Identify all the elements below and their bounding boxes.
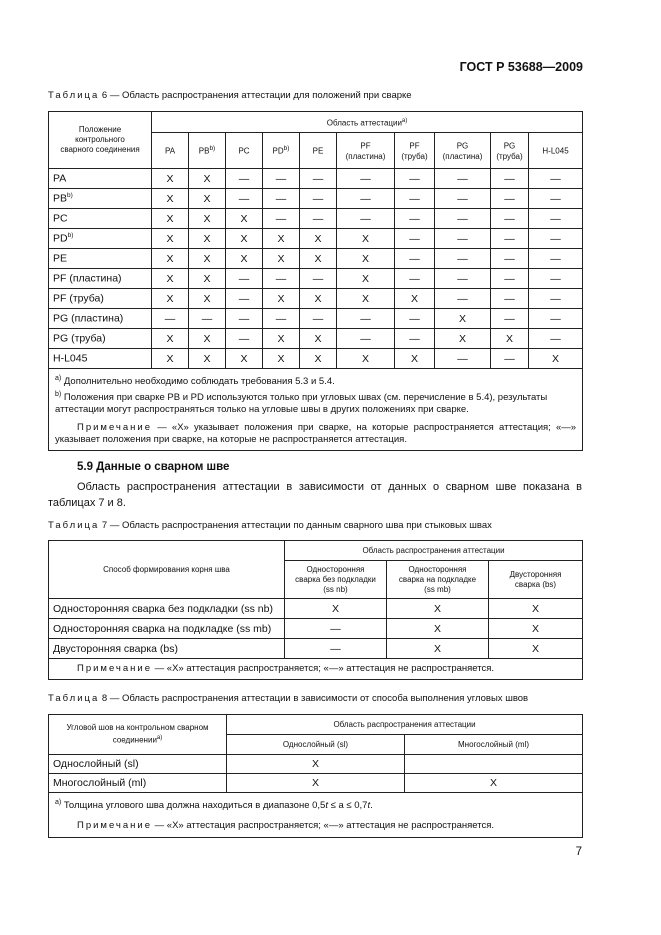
column-code: H-L045	[542, 146, 569, 156]
table8-footnote: $^{a)}$ Толщина углового шва должна находиться в диапазоне 0,5t ≤ a ≤ 0,7t.	[55, 799, 373, 812]
column-code: PE	[312, 146, 324, 156]
table6-footnote-a: $^{a)}$ Дополнительно необходимо соблюдать требования 5.3 и 5.4.	[55, 375, 335, 388]
table6-cell: —	[337, 209, 395, 229]
table6-column-header-line2: (пластина)	[345, 151, 386, 161]
table6-cell: X	[189, 349, 226, 369]
table6-cell: X	[300, 249, 337, 269]
table7-cell: X	[489, 619, 583, 639]
table6-column-header	[152, 133, 189, 169]
table6-cell: X	[152, 249, 189, 269]
table6-cell: X	[337, 349, 395, 369]
superscript: b)	[67, 192, 73, 200]
table6-row-label	[49, 269, 152, 289]
table6-cell: X	[152, 169, 189, 189]
table6-column-header	[263, 133, 300, 169]
table6-cell: —	[337, 189, 395, 209]
table6-row-label	[49, 169, 152, 189]
table-row	[49, 229, 583, 249]
table6-cell: X	[337, 249, 395, 269]
table6-cell: X	[189, 189, 226, 209]
table6-column-header	[189, 133, 226, 169]
table8-caption-label: Таблица	[48, 693, 100, 704]
table7-cell: —	[285, 619, 387, 639]
table6-column-header-line1	[395, 139, 434, 152]
table8-cell: X	[227, 774, 405, 793]
table6-cell: —	[529, 229, 583, 249]
table6-cell: X	[435, 309, 491, 329]
table6-cell: X	[226, 249, 263, 269]
table6-cell: —	[395, 309, 435, 329]
table6-cell: —	[491, 269, 529, 289]
table6-cell: X	[152, 189, 189, 209]
table8-group-header: Область распространения аттестации	[227, 715, 583, 735]
table6-cell: X	[263, 329, 300, 349]
table7	[48, 540, 583, 680]
table6-cell: X	[300, 289, 337, 309]
table6-row-label	[49, 229, 152, 249]
table6-cell: X	[395, 289, 435, 309]
table6-cell: —	[226, 289, 263, 309]
table6-cell: X	[529, 349, 583, 369]
table6-cell: —	[152, 309, 189, 329]
table7-column-header	[489, 561, 583, 599]
table-row	[49, 329, 583, 349]
table6-cell: —	[337, 309, 395, 329]
row-label-text: PE	[53, 252, 68, 265]
table-row	[49, 599, 583, 619]
table7-caption-text: 7 — Область распространения аттестации по данным сварного шва при стыковых швах	[101, 520, 492, 531]
table6-cell: —	[435, 229, 491, 249]
table6-cell: X	[263, 249, 300, 269]
table-row	[49, 639, 583, 659]
table6-cell: —	[395, 209, 435, 229]
table6-cell: —	[263, 189, 300, 209]
table7-column-header-line: сварка без подкладки	[295, 574, 376, 584]
table6-cell: X	[189, 229, 226, 249]
table-row	[49, 349, 583, 369]
table6-column-header-line1	[435, 139, 490, 152]
table6-cell: —	[435, 289, 491, 309]
table6-cell: —	[435, 249, 491, 269]
table6-cell: —	[263, 169, 300, 189]
superscript: b)	[283, 145, 290, 153]
table8-column-header: Однослойный (sl)	[227, 735, 405, 755]
row-label-text: PG (труба)	[53, 332, 106, 345]
table6-cell: X	[152, 229, 189, 249]
table7-row-label: Односторонняя сварка без подкладки (ss nb)	[49, 599, 285, 619]
table7-group-header: Область распространения аттестации	[285, 541, 583, 561]
document-standard-number: ГОСТ Р 53688—2009	[459, 60, 583, 74]
table6-cell: X	[226, 209, 263, 229]
table7-cell: X	[387, 599, 489, 619]
table6-cell: —	[395, 269, 435, 289]
row-label-text: PC	[53, 212, 68, 225]
table6-cell: —	[300, 169, 337, 189]
table6-column-header-line2: (труба)	[401, 151, 428, 161]
table6-column-header	[491, 133, 529, 169]
column-code: PF	[409, 141, 420, 151]
table6-cell: —	[491, 309, 529, 329]
table6-column-header-line1	[226, 144, 262, 157]
table7-column-header-line: сварка на подкладке	[398, 574, 477, 584]
table8-body	[49, 755, 583, 793]
table8-caption	[48, 693, 528, 704]
table6-cell: —	[300, 189, 337, 209]
table6-row-label	[49, 289, 152, 309]
table6-cell: X	[152, 329, 189, 349]
table7-column-header-line: сварка (bs)	[514, 579, 557, 589]
table6-cell: —	[226, 169, 263, 189]
table6-cell: X	[337, 289, 395, 309]
table7-column-header-line: (ss mb)	[424, 584, 451, 594]
page-number: 7	[575, 846, 582, 858]
column-code: PB	[198, 146, 210, 156]
table8-row-header: Угловой шов на контрольном сварном соединении$^{a)}$	[49, 715, 227, 755]
table6-group-header: Область аттестации$^{a)}$	[152, 112, 583, 133]
table6-cell: —	[529, 249, 583, 269]
table6-column-header	[226, 133, 263, 169]
table6-cell: X	[189, 169, 226, 189]
table6-row-label	[49, 249, 152, 269]
table8-row-label: Многослойный (ml)	[49, 774, 227, 793]
table6-cell: —	[226, 329, 263, 349]
table6-column-header-line1	[189, 144, 225, 157]
table-row	[49, 169, 583, 189]
table8-caption-text: 8 — Область распространения аттестации в зависимости от способа выполнения угловых швов	[101, 693, 529, 704]
row-label-text: PF (пластина)	[53, 272, 122, 285]
table6-cell: X	[152, 269, 189, 289]
table7-cell: X	[387, 639, 489, 659]
table7-cell: X	[489, 639, 583, 659]
table7-caption	[48, 520, 492, 531]
table6-cell: —	[189, 309, 226, 329]
table6-column-header-line1	[263, 144, 299, 157]
table6-cell: X	[263, 289, 300, 309]
table6-column-header-line1	[152, 144, 188, 157]
table6-cell: —	[337, 329, 395, 349]
table6-cell: —	[395, 229, 435, 249]
table6-cell: X	[189, 249, 226, 269]
table6-cell: —	[263, 309, 300, 329]
table6-cell: X	[491, 329, 529, 349]
table6-note: Примечание — «X» указывает положения при сварке, на которые распространяется аттестация; «—» указывает положения при сварке, на которые не распространяется аттестация.	[55, 421, 577, 446]
section-paragraph: Область распространения аттестации в зависимости от данных о сварном шве показана в таблицах 7 и 8.	[48, 481, 582, 509]
table7-row-label: Односторонняя сварка на подкладке (ss mb)	[49, 619, 285, 639]
table6-caption-text: 6 — Область распространения аттестации для положений при сварке	[101, 90, 412, 101]
table6-cell: —	[491, 169, 529, 189]
table8-cell: X	[405, 774, 583, 793]
table6-caption	[48, 90, 412, 101]
table7-row-label: Двусторонняя сварка (bs)	[49, 639, 285, 659]
table6-cell: X	[189, 269, 226, 289]
table6-column-header	[529, 133, 583, 169]
table7-caption-label: Таблица	[48, 520, 100, 531]
table6-cell: X	[189, 329, 226, 349]
table6-cell: —	[435, 169, 491, 189]
table6-cell: X	[435, 329, 491, 349]
table6-cell: X	[189, 209, 226, 229]
row-label-text: PG (пластина)	[53, 312, 124, 325]
table8-note: Примечание — «X» аттестация распространяется; «—» аттестация не распространяется.	[77, 819, 495, 831]
table6-cell: —	[491, 229, 529, 249]
table6-cell: —	[491, 209, 529, 229]
table6-cell: —	[395, 189, 435, 209]
table6-cell: —	[300, 209, 337, 229]
table6-footnote-b: $^{b)}$ Положения при сварке PB и PD используются только при угловых швах (см. перечисление в 5.4), результаты аттестации могут распространяться только на угловые швы в других положениях при сварке.	[55, 390, 548, 416]
table6-cell: —	[435, 209, 491, 229]
table6-cell: —	[491, 349, 529, 369]
table6-cell: —	[226, 269, 263, 289]
table7-note: Примечание — «X» аттестация распространяется; «—» аттестация не распространяется.	[49, 659, 583, 680]
table-row	[49, 309, 583, 329]
table6-cell: —	[491, 249, 529, 269]
table6-body	[49, 169, 583, 369]
column-code: PA	[164, 146, 176, 156]
table6-cell: —	[529, 289, 583, 309]
table6-row-header: Положение контрольного сварного соединения	[49, 112, 152, 169]
table8-row-label: Однослойный (sl)	[49, 755, 227, 774]
table6-row-label	[49, 189, 152, 209]
column-code: PG	[456, 141, 469, 151]
table8-notes	[49, 793, 583, 838]
table6-cell: X	[226, 229, 263, 249]
superscript: b)	[67, 232, 74, 240]
table6	[48, 111, 583, 451]
table6-cell: —	[529, 329, 583, 349]
table-row	[49, 755, 583, 774]
table7-cell: X	[387, 619, 489, 639]
row-label-text: H-L045	[53, 352, 88, 365]
table7-column-header	[285, 561, 387, 599]
table6-cell: —	[263, 209, 300, 229]
table6-row-label	[49, 349, 152, 369]
table6-cell: X	[337, 229, 395, 249]
table7-row-header: Способ формирования корня шва	[49, 541, 285, 599]
table8-column-header: Многослойный (ml)	[405, 735, 583, 755]
table6-cell: X	[263, 229, 300, 249]
table6-column-header	[435, 133, 491, 169]
table6-cell: X	[300, 329, 337, 349]
table7-body	[49, 599, 583, 659]
table6-cell: —	[491, 189, 529, 209]
table6-cell: —	[226, 309, 263, 329]
table7-column-header-line: Односторонняя	[306, 564, 365, 574]
table6-cell: —	[435, 269, 491, 289]
table7-cell: X	[489, 599, 583, 619]
table-row	[49, 189, 583, 209]
table7-column-header-line: (ss nb)	[323, 584, 348, 594]
table6-cell: X	[395, 349, 435, 369]
table6-cell: X	[152, 349, 189, 369]
table6-cell: —	[395, 169, 435, 189]
section-title: 5.9 Данные о сварном шве	[77, 461, 230, 473]
table6-cell: —	[226, 189, 263, 209]
table7-column-header	[387, 561, 489, 599]
row-label-text: PA	[53, 172, 67, 185]
table6-cell: —	[300, 269, 337, 289]
table6-cell: —	[395, 249, 435, 269]
table-row	[49, 774, 583, 793]
table6-cell: —	[529, 309, 583, 329]
table6-cell: —	[491, 289, 529, 309]
table6-row-label	[49, 309, 152, 329]
table6-cell: —	[435, 189, 491, 209]
table6-column-header	[300, 133, 337, 169]
table6-column-header	[337, 133, 395, 169]
table6-column-header-line1	[337, 139, 394, 152]
table6-cell: —	[263, 269, 300, 289]
table8-cell: X	[227, 755, 405, 774]
table6-cell: X	[263, 349, 300, 369]
column-code: PC	[238, 146, 250, 156]
table6-cell: —	[529, 189, 583, 209]
table6-column-header-line1	[491, 139, 528, 152]
row-label-text: PD	[53, 232, 68, 245]
table6-cell: X	[226, 349, 263, 369]
table6-column-header-line2: (пластина)	[442, 151, 483, 161]
table6-row-label	[49, 329, 152, 349]
table7-column-header-line: Односторонняя	[408, 564, 467, 574]
row-label-text: PB	[53, 192, 68, 205]
table6-row-label	[49, 209, 152, 229]
superscript: b)	[209, 145, 216, 153]
table-row	[49, 289, 583, 309]
table-row	[49, 619, 583, 639]
table8	[48, 714, 583, 838]
table6-caption-label: Таблица	[48, 90, 100, 101]
table6-cell: X	[152, 289, 189, 309]
column-code: PD	[272, 146, 284, 156]
table6-cell: —	[529, 169, 583, 189]
table6-cell: X	[152, 209, 189, 229]
table6-cell: —	[395, 329, 435, 349]
table6-cell: —	[529, 269, 583, 289]
table6-column-header-line1	[300, 144, 336, 157]
table6-column-header-line2: (труба)	[496, 151, 523, 161]
table-row	[49, 249, 583, 269]
table6-column-header	[395, 133, 435, 169]
table6-cell: —	[337, 169, 395, 189]
table6-cell: X	[300, 349, 337, 369]
table7-cell: X	[285, 599, 387, 619]
table-row	[49, 209, 583, 229]
table6-cell: X	[189, 289, 226, 309]
column-code: PG	[503, 141, 516, 151]
row-label-text: PF (труба)	[53, 292, 104, 305]
table-row	[49, 269, 583, 289]
table6-cell: —	[300, 309, 337, 329]
table6-cell: —	[435, 349, 491, 369]
table6-column-header-line1	[529, 144, 582, 157]
table6-notes	[49, 369, 583, 451]
table6-cell: X	[300, 229, 337, 249]
column-code: PF	[360, 141, 371, 151]
table6-cell: X	[337, 269, 395, 289]
table7-cell: —	[285, 639, 387, 659]
table8-cell	[405, 755, 583, 774]
table6-cell: —	[529, 209, 583, 229]
table7-column-header-line: Двусторонняя	[509, 569, 562, 579]
